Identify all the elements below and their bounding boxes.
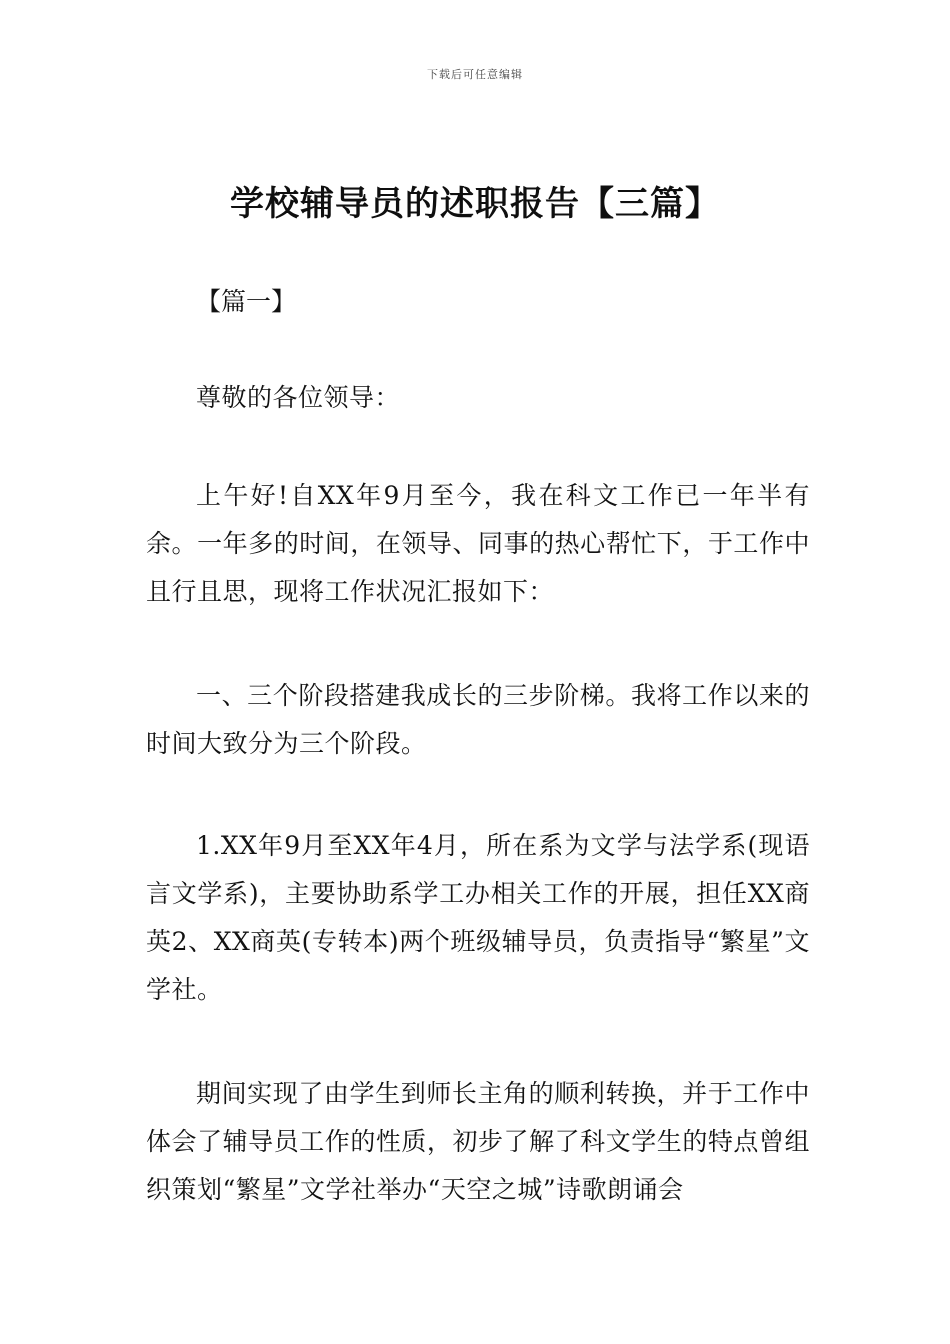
paragraph-2: 一、三个阶段搭建我成长的三步阶梯。我将工作以来的时间大致分为三个阶段。 bbox=[146, 681, 810, 758]
document-title: 学校辅导员的述职报告【三篇】 bbox=[230, 184, 720, 224]
header-note: 下载后可任意编辑 bbox=[427, 68, 523, 81]
paragraph-4: 期间实现了由学生到师长主角的顺利转换，并于工作中体会了辅导员工作的性质，初步了解了科文学生的特点曾组织策划“繁星”文学社举办“天空之城”诗歌朗诵会 bbox=[146, 1079, 810, 1204]
paragraph-3: 1.XX年9月至XX年4月，所在系为文学与法学系(现语言文学系)，主要协助系学工办相关工作的开展，担任XX商英2、XX商英(专转本)两个班级辅导员，负责指导“繁星”文学社。 bbox=[146, 831, 810, 1004]
section-label: 【篇一】 bbox=[196, 287, 297, 316]
paragraph-1: 上午好!自XX年9月至今，我在科文工作已一年半有余。一年多的时间，在领导、同事的热心帮忙下，于工作中且行且思，现将工作状况汇报如下： bbox=[146, 481, 810, 606]
salutation: 尊敬的各位领导： bbox=[196, 383, 401, 412]
